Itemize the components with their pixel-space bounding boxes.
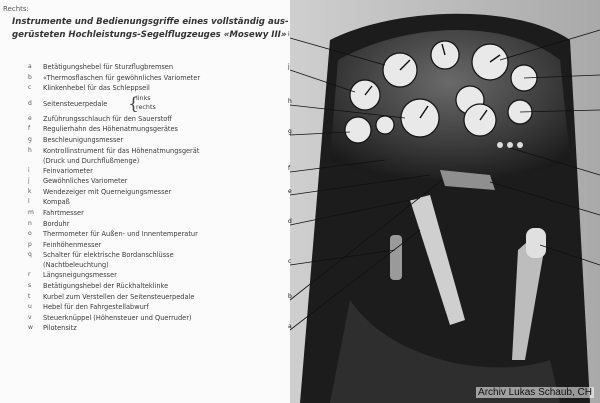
legend-text bbox=[43, 146, 283, 166]
callout-letter-a: a bbox=[288, 323, 292, 330]
legend-letter: q bbox=[28, 251, 32, 259]
legend-item-q bbox=[28, 250, 286, 270]
callout-letter-h: h bbox=[288, 98, 292, 105]
pedal-option-right: rechts bbox=[136, 102, 156, 111]
legend-text-line-1: Schalter für elektrische Bordanschlüsse bbox=[43, 251, 174, 260]
legend-letter: c bbox=[28, 84, 32, 92]
legend-item-f bbox=[28, 124, 286, 135]
legend-text: Zuführungsschlauch für den Sauerstoff bbox=[43, 114, 172, 123]
legend-text-line-2: (Nachtbeleuchtung) bbox=[43, 261, 109, 270]
legend-item-i bbox=[28, 166, 286, 177]
legend-letter: n bbox=[28, 219, 32, 227]
legend-letter: u bbox=[28, 303, 32, 311]
legend-item-u bbox=[28, 302, 286, 313]
legend-text: Seitensteuerpedale bbox=[43, 99, 108, 108]
stick-grip bbox=[526, 228, 546, 258]
legend-item-c bbox=[28, 83, 286, 94]
legend-item-r bbox=[28, 270, 286, 281]
legend-text-line-2: (Druck und Durchflußmenge) bbox=[43, 156, 140, 165]
legend-text: Beschleunigungsmesser bbox=[43, 135, 124, 144]
legend-text: Fahrtmesser bbox=[43, 208, 84, 217]
legend-text: Gewöhnliches Variometer bbox=[43, 177, 128, 186]
legend-letter: i bbox=[28, 166, 30, 174]
legend-text bbox=[43, 250, 283, 270]
legend-letter: b bbox=[28, 73, 32, 81]
legend-text: Feinhöhenmesser bbox=[43, 240, 102, 249]
legend-letter: k bbox=[28, 187, 32, 195]
title-line-2: gerüsteten Hochleistungs-Segelflugzeuges «Mosewy III» bbox=[12, 30, 287, 40]
callout-letter-c: c bbox=[288, 258, 292, 265]
legend-letter: l bbox=[28, 198, 30, 206]
legend-item-l bbox=[28, 197, 286, 208]
legend-letter: d bbox=[28, 99, 32, 107]
legend-text: Regulierhahn des Höhenatmungsgerätes bbox=[43, 125, 178, 134]
legend-letter: j bbox=[28, 177, 30, 185]
legend-item-t bbox=[28, 292, 286, 303]
legend-item-n bbox=[28, 219, 286, 230]
legend-letter: w bbox=[28, 324, 33, 332]
callout-letter-e: e bbox=[288, 188, 292, 195]
legend-letter: m bbox=[28, 208, 34, 216]
instrument-legend bbox=[28, 62, 286, 334]
legend-item-e bbox=[28, 114, 286, 125]
legend-letter: t bbox=[28, 292, 31, 300]
callout-letter-j: j bbox=[288, 63, 290, 70]
page-title bbox=[12, 16, 289, 42]
pedal-option-left: links bbox=[136, 93, 151, 102]
callout-letter-d: d bbox=[288, 218, 292, 225]
legend-text: Borduhr bbox=[43, 219, 70, 228]
legend-letter: o bbox=[28, 230, 32, 238]
legend-text: Pilotensitz bbox=[43, 324, 77, 333]
legend-text: Betätigungshebel der Rückhalteklinke bbox=[43, 281, 169, 290]
oxygen-bottle bbox=[390, 235, 402, 280]
legend-item-j bbox=[28, 176, 286, 187]
legend-letter: r bbox=[28, 271, 31, 279]
pedal-options bbox=[136, 94, 156, 112]
legend-letter: a bbox=[28, 63, 32, 70]
legend-letter: f bbox=[28, 125, 31, 133]
callout-letter-g: g bbox=[288, 128, 292, 135]
legend-item-a bbox=[28, 62, 286, 73]
legend-item-s bbox=[28, 281, 286, 292]
legend-item-p bbox=[28, 240, 286, 251]
callout-letter-i: i bbox=[288, 31, 290, 38]
legend-letter: p bbox=[28, 240, 32, 248]
legend-item-k bbox=[28, 187, 286, 198]
legend-text: Klinkenhebel für das Schleppseil bbox=[43, 84, 150, 93]
gauge-oxygen-control bbox=[376, 116, 394, 134]
legend-text: Feinvariometer bbox=[43, 166, 93, 175]
electric-switches bbox=[497, 142, 523, 148]
cockpit-photo bbox=[290, 0, 600, 403]
legend-text: «Thermosflaschen für gewöhnliches Variometer bbox=[43, 73, 201, 82]
legend-text-line-1: Kontrollinstrument für das Höhenatmungsgerät bbox=[43, 146, 200, 155]
callout-letter-f: f bbox=[288, 165, 291, 172]
gauge-accelerometer bbox=[345, 117, 371, 143]
brace-symbol: { bbox=[128, 93, 139, 114]
legend-text: Thermometer für Außen- und Innentemperatur bbox=[43, 230, 198, 239]
legend-text: Betätigungshebel für Sturzflugbremsen bbox=[43, 63, 174, 71]
archive-credit: Archiv Lukas Schaub, CH bbox=[478, 387, 592, 398]
text-column bbox=[0, 0, 290, 403]
legend-letter: e bbox=[28, 114, 32, 122]
legend-item-g bbox=[28, 135, 286, 146]
legend-text: Kurbel zum Verstellen der Seitensteuerpedale bbox=[43, 292, 195, 301]
legend-item-m bbox=[28, 208, 286, 219]
legend-text: Kompaß bbox=[43, 198, 70, 207]
corner-label: Rechts: bbox=[3, 5, 29, 13]
legend-letter: v bbox=[28, 313, 32, 321]
legend-text: Hebel für den Fahrgestellabwurf bbox=[43, 303, 149, 312]
legend-item-h bbox=[28, 146, 286, 166]
legend-letter: s bbox=[28, 281, 32, 289]
legend-letter: h bbox=[28, 146, 32, 154]
legend-text: Steuerknüppel (Höhensteuer und Querruder) bbox=[43, 313, 192, 322]
title-line-1: Instrumente und Bedienungsgriffe eines vollständig aus- bbox=[12, 17, 289, 27]
legend-letter: g bbox=[28, 135, 32, 143]
legend-item-w bbox=[28, 323, 286, 334]
legend-item-v bbox=[28, 313, 286, 324]
legend-text: Längsneigungsmesser bbox=[43, 271, 117, 280]
legend-item-o bbox=[28, 229, 286, 240]
legend-text: Wendezeiger mit Querneigungsmesser bbox=[43, 187, 172, 196]
callout-letter-b: b bbox=[288, 293, 292, 300]
legend-item-d bbox=[28, 94, 286, 114]
legend-item-b bbox=[28, 73, 286, 84]
